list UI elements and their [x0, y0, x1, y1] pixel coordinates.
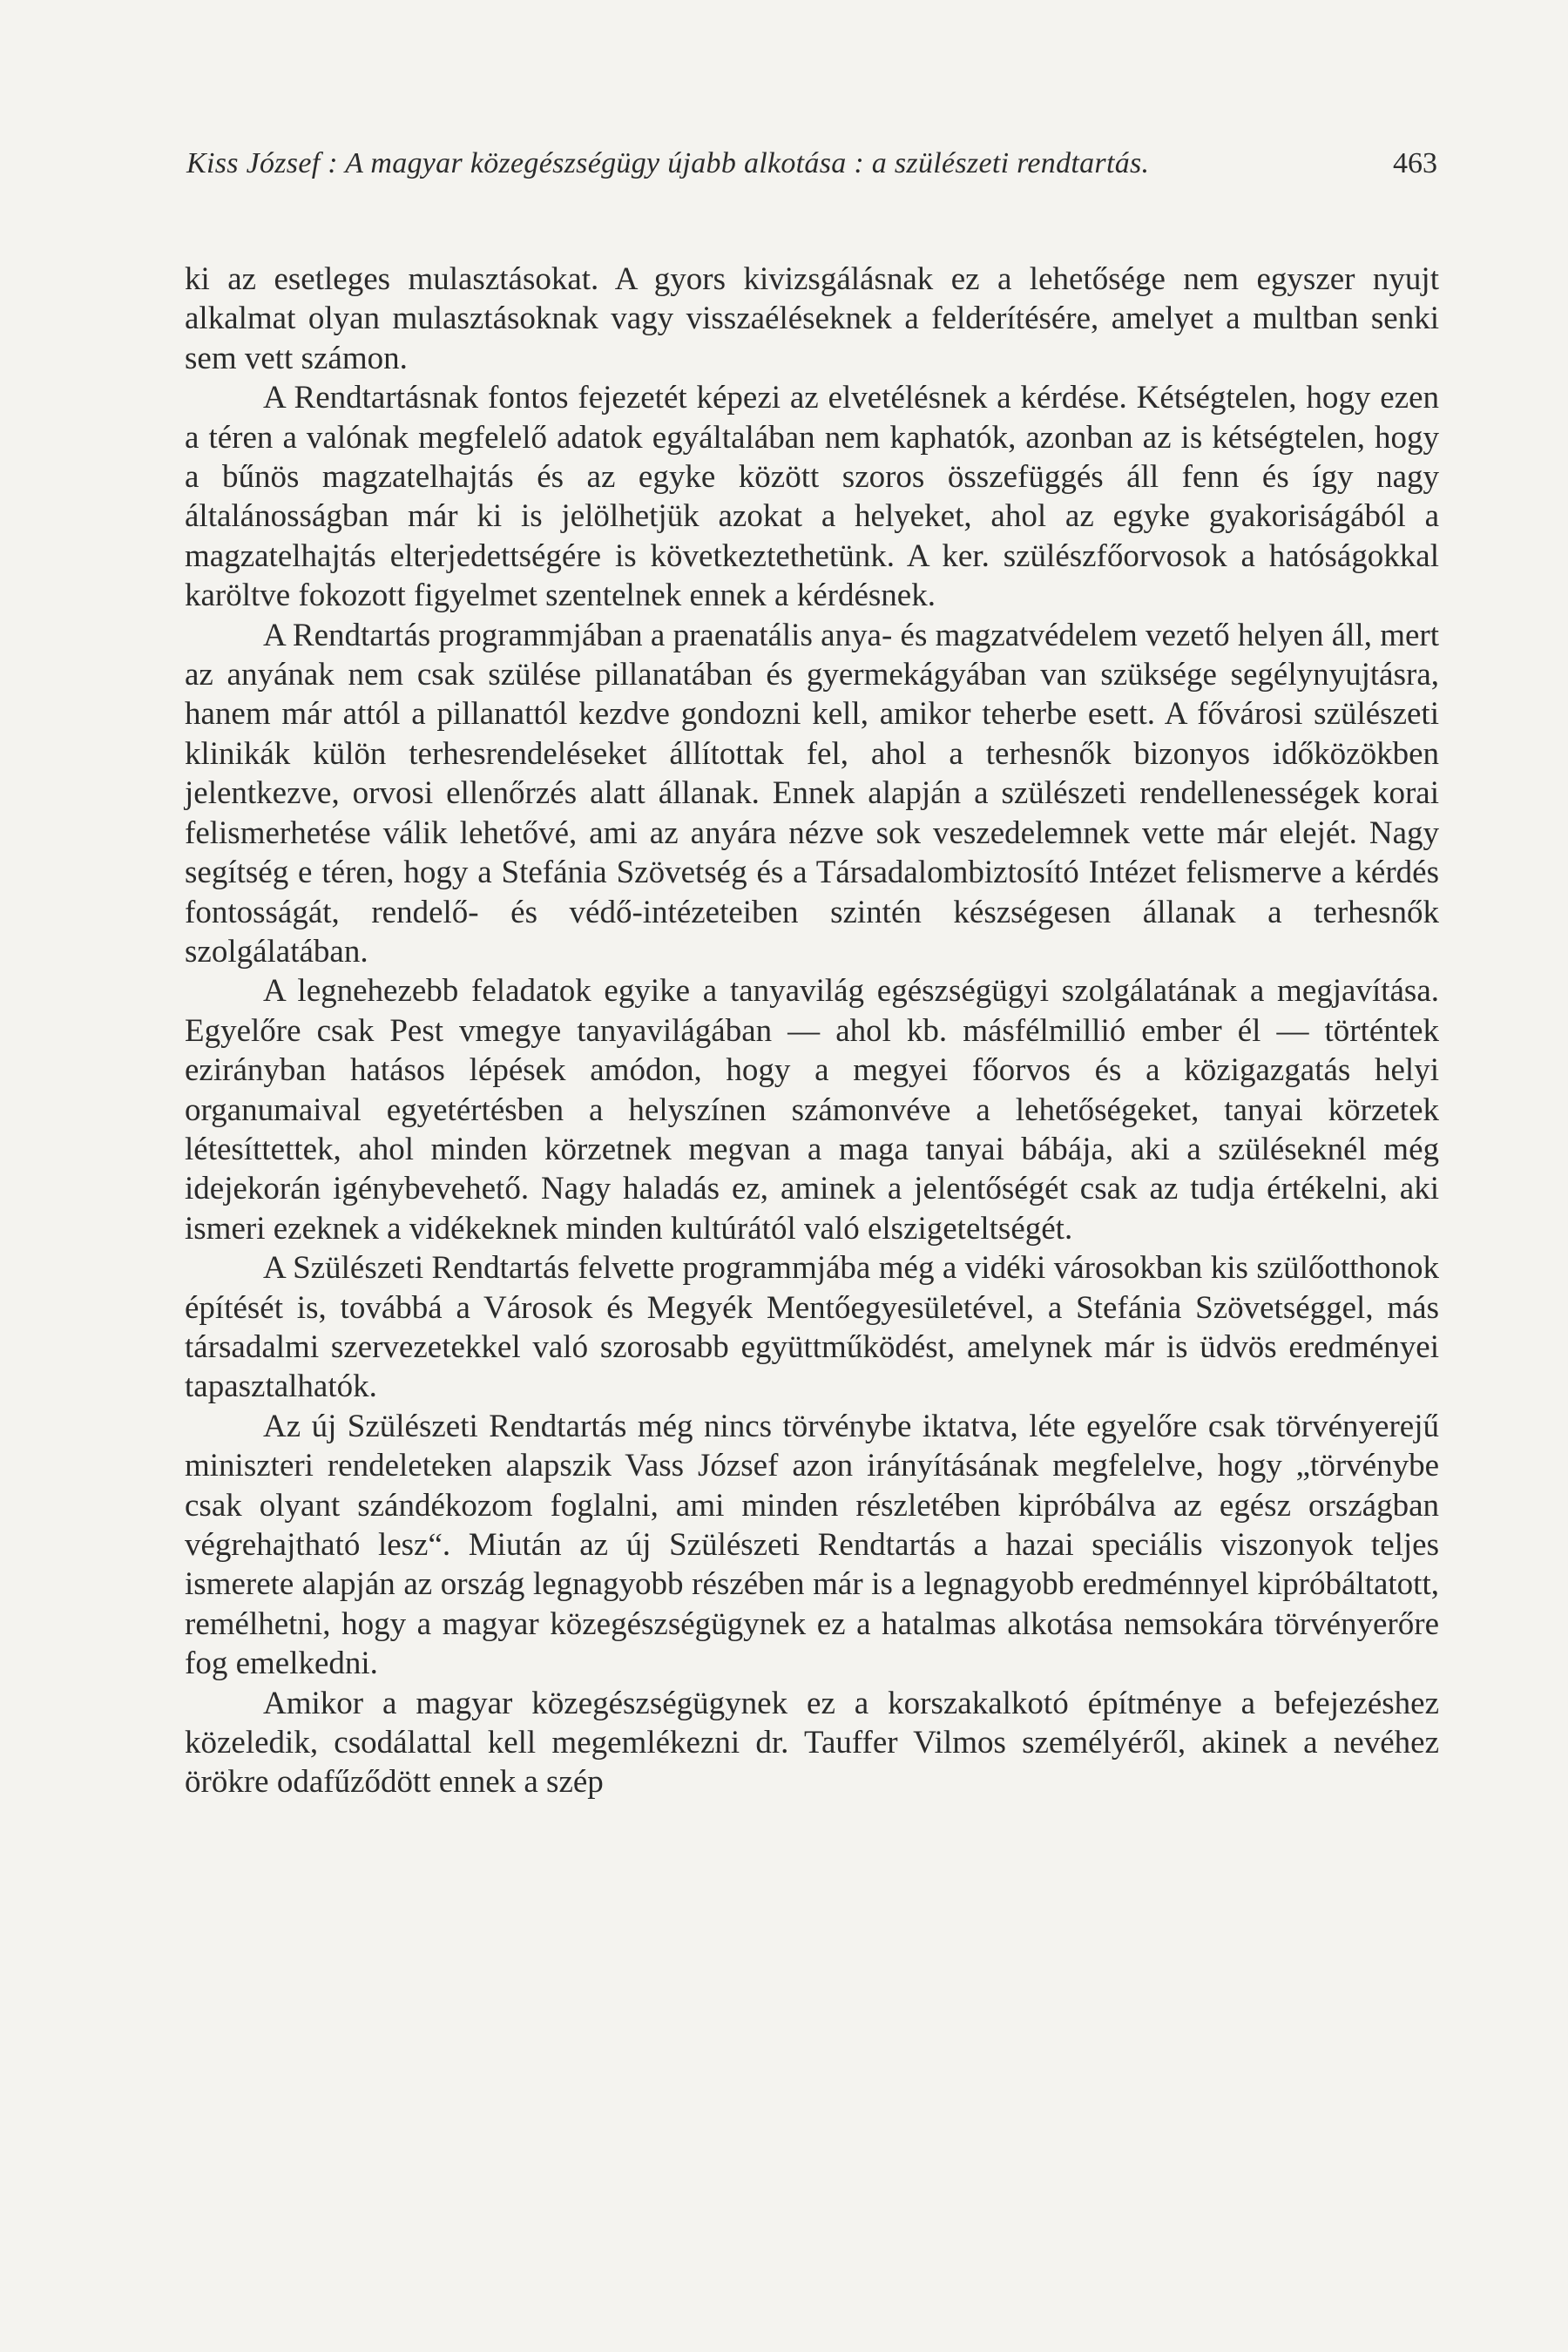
paragraph-farmstead-health: A legnehezebb feladatok egyike a tanyavilág egészségügyi szolgálatának a megjavítása. Egyelőre csak Pest vmegye tanyavilágában — ahol kb. másfélmillió ember él — történtek ezirányban hatásos lépések amódon, hogy a megyei főorvos és a közigazgatás helyi organumaival egyetértésben a helyszínen számonvéve a lehetőségeket, tanyai körzetek létesíttettek, ahol minden körzetnek megvan a maga tanyai bábája, aki a szüléseknél még idejekorán igénybevehető. Nagy haladás ez, aminek a jelentőségét csak az tudja értékelni, aki ismeri ezeknek a vidékeknek minden kultúrától való elszigeteltségét. [185, 973, 1439, 1247]
paragraph-abortion: A Rendtartásnak fontos fejezetét képezi az elvetélésnek a kérdése. Kétségtelen, hogy ezen a téren a valónak megfelelő adatok egyáltalában nem kaphatók, azonban az is kétségtelen, hogy a bűnös magzatelhajtás és az egyke között szoros összefüggés áll fenn és így nagy általánosságban már ki is jelölhetjük azokat a helyeket, ahol az egyke gyakoriságából a magzatelhajtás elterjedettségére is következtethetünk. A ker. szülészfőorvosok a hatóságokkal karöltve fokozott figyelmet szentelnek ennek a kérdésnek. [185, 380, 1439, 614]
running-head [186, 146, 1437, 181]
paragraph-prenatal-care: A Rendtartás programmjában a praenatális anya- és magzatvédelem vezető helyen áll, mert az anyának nem csak szülése pillanatában és gyermekágyában van szüksége segélynyujtásra, hanem már attól a pillanattól kezdve gondozni kell, amikor teherbe esett. A fővárosi szülészeti klinikák külön terhesrendeléseket állítottak fel, ahol a terhesnők bizonyos időközökben jelentkezve, orvosi ellenőrzés alatt állanak. Ennek alapján a szülészeti rendellenességek korai felismerhetése válik lehetővé, ami az anyára nézve sok veszedelemnek vette már elejét. Nagy segítség e téren, hogy a Stefánia Szövetség és a Társadalombiztosító Intézet felismerve a kérdés fontosságát, rendelő- és védő-intézeteiben szintén készségesen állanak a terhesnők szolgálatában. [185, 617, 1439, 970]
body-text [185, 260, 1439, 1802]
paragraph-maternity-homes: A Szülészeti Rendtartás felvette programmjába még a vidéki városokban kis szülőotthonok építését is, továbbá a Városok és Megyék Mentőegyesületével, a Stefánia Szövetséggel, más társadalmi szervezetekkel való szorosabb együttműködést, amelynek már is üdvös eredményei tapasztalhatók. [185, 1250, 1439, 1405]
page-number: 463 [1393, 147, 1437, 179]
paragraph-tauffer: Amikor a magyar közegészségügynek ez a korszakalkotó építménye a befejezéshez közeledik, csodálattal kell megemlékezni dr. Tauffer Vilmos személyéről, akinek a nevéhez örökre odafűződött ennek a szép [185, 1685, 1439, 1801]
paragraph-continuation: ki az esetleges mulasztásokat. A gyors kivizsgálásnak ez a lehetősége nem egyszer nyujt alkalmat olyan mulasztásoknak vagy visszaéléseknek a felderítésére, amelyet a multban senki sem vett számon. [185, 261, 1439, 376]
paragraph-legislation: Az új Szülészeti Rendtartás még nincs törvénybe iktatva, léte egyelőre csak törvényerejű miniszteri rendeleteken alapszik Vass József azon irányításának megfelelve, hogy „törvénybe csak olyant szándékozom foglalni, ami minden részletében kipróbálva az egész országban végrehajtható lesz“. Miután az új Szülészeti Rendtartás a hazai speciális viszonyok teljes ismerete alapján az ország legnagyobb részében már is a legnagyobb eredménnyel kipróbáltatott, remélhetni, hogy a magyar közegészségügynek ez a hatalmas alkotása nemsokára törvényerőre fog emelkedni. [185, 1408, 1439, 1682]
running-title: Kiss József : A magyar közegészségügy újabb alkotása : a szülészeti rendtartás. [186, 147, 1150, 179]
